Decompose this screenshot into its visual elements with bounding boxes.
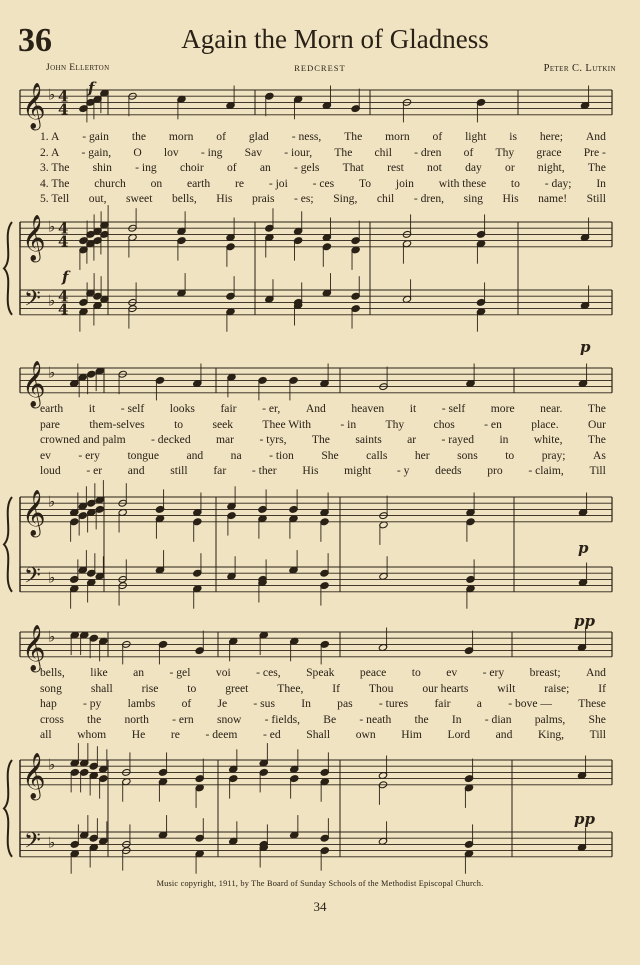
lyric-syllable: na: [230, 448, 242, 462]
lyric-syllable: of: [463, 145, 474, 159]
lyric-syllable: seek: [212, 417, 234, 431]
lyric-syllable: on: [150, 176, 163, 190]
lyric-syllable: 4. The: [40, 176, 70, 190]
lyric-syllable: To: [359, 176, 372, 190]
lyric-syllable: more: [490, 402, 515, 415]
grand-staff-brace: [4, 497, 12, 592]
copyright-notice: Music copyright, 1911, by The Board of Sunday Schools of the Methodist Episcopal Church.: [156, 879, 484, 888]
lyric-syllable: mar: [216, 433, 235, 447]
lyric-syllable: an: [259, 161, 271, 175]
lyric-syllable: re: [170, 728, 180, 742]
lyric-syllable: join: [395, 176, 414, 190]
lyric-syllable: all: [40, 728, 52, 742]
hymn-title: Again the Morn of Gladness: [181, 24, 489, 54]
lyric-syllable: - ern: [172, 712, 194, 726]
lyric-syllable: rise: [141, 681, 159, 695]
lyric-syllable: Pre -: [583, 145, 606, 159]
lyric-syllable: Thy: [385, 417, 405, 431]
treble-clef: 𝄞: [22, 752, 46, 799]
lyric-syllable: - gel: [169, 666, 191, 679]
lyric-syllable: 1. A: [40, 130, 60, 143]
lyric-syllable: - self: [441, 402, 466, 415]
lyric-syllable: prais: [251, 192, 275, 206]
lyric-syllable: crowned and palm: [40, 433, 126, 447]
bass-clef: 𝄢: [24, 286, 41, 317]
lyric-syllable: lambs: [127, 697, 156, 711]
lyric-syllable: morn: [385, 130, 410, 143]
lyric-syllable: whom: [77, 728, 107, 742]
verse-line: [40, 464, 606, 477]
lyric-syllable: 3. The: [40, 161, 70, 175]
lyric-syllable: - gain: [82, 130, 109, 143]
lyric-syllable: is: [509, 130, 517, 143]
lyric-syllable: chil: [376, 192, 395, 206]
lyric-syllable: And: [585, 130, 606, 143]
verse-line: [40, 449, 606, 462]
lyric-syllable: - y: [396, 464, 410, 478]
lyric-syllable: - gels: [294, 161, 320, 175]
lyric-syllable: - day;: [544, 176, 572, 190]
lyric-syllable: morn: [168, 130, 194, 143]
lyric-syllable: Lord: [447, 728, 471, 742]
key-signature-flat: ♭: [48, 363, 56, 382]
lyric-syllable: cross: [40, 712, 64, 726]
lyric-syllable: of: [181, 697, 192, 711]
lyric-syllable: night,: [537, 161, 565, 175]
lyric-syllable: If: [598, 681, 606, 695]
verse-line: [40, 130, 606, 143]
lyric-syllable: still: [170, 464, 188, 478]
lyric-syllable: saints: [355, 433, 382, 447]
lyric-syllable: She: [588, 712, 606, 726]
lyric-syllable: King,: [537, 728, 565, 742]
lyric-syllable: north: [124, 712, 149, 726]
lyric-syllable: In: [301, 697, 311, 711]
lyric-syllable: fair: [434, 697, 451, 711]
lyric-syllable: greet: [225, 681, 249, 695]
lyric-syllable: the: [414, 712, 429, 726]
lyric-syllable: Shall: [306, 728, 331, 742]
lyric-syllable: shin: [92, 161, 112, 175]
lyric-syllable: far: [213, 464, 227, 478]
lyric-syllable: of: [216, 130, 226, 143]
lyric-syllable: out,: [88, 192, 107, 206]
lyric-syllable: and: [495, 728, 513, 742]
key-signature-flat: ♭: [48, 291, 56, 310]
lyric-syllable: - dian: [484, 712, 512, 726]
lyric-syllable: not: [427, 161, 442, 175]
lyric-syllable: to: [187, 681, 197, 695]
verse-line: [40, 697, 606, 710]
page-number: 34: [313, 899, 327, 914]
verse-line: [40, 161, 606, 174]
lyric-syllable: or: [505, 161, 515, 175]
lyric-syllable: ar: [407, 433, 417, 447]
lyric-syllable: His: [302, 464, 319, 478]
lyric-syllable: - ther: [251, 464, 277, 478]
lyric-syllable: - ness,: [291, 130, 322, 143]
lyric-syllable: re: [234, 176, 244, 190]
dynamic-marking: p: [580, 338, 591, 356]
lyric-syllable: He: [131, 728, 146, 742]
lyric-syllable: church: [94, 176, 126, 190]
lyric-syllable: - tures: [378, 697, 409, 711]
key-signature-flat: ♭: [48, 833, 56, 852]
lyric-syllable: Je: [217, 697, 228, 711]
lyric-syllable: - joi: [268, 176, 288, 190]
lyric-syllable: If: [332, 681, 341, 695]
lyric-syllable: to: [411, 666, 421, 679]
lyric-syllable: heaven: [351, 402, 385, 415]
verse-line: [40, 728, 606, 741]
lyric-syllable: pare: [40, 417, 60, 431]
treble-clef: 𝄞: [22, 624, 46, 671]
lyric-syllable: - ed: [262, 728, 281, 742]
lyric-syllable: - tyrs,: [259, 433, 287, 447]
lyric-syllable: day: [465, 161, 482, 175]
verse-line: [40, 682, 606, 695]
bass-clef: 𝄢: [24, 828, 41, 859]
verse-line: [40, 192, 606, 205]
lyric-syllable: a: [476, 697, 482, 711]
lyric-syllable: sweet: [126, 192, 153, 206]
lyric-syllable: tongue: [127, 448, 159, 462]
lyric-syllable: That: [342, 161, 364, 175]
lyric-syllable: - ery: [482, 666, 505, 679]
lyric-syllable: And: [305, 402, 326, 415]
lyric-syllable: These: [578, 697, 606, 711]
lyric-syllable: it: [88, 402, 96, 415]
key-signature-flat: ♭: [48, 492, 56, 511]
time-signature-bottom: 4: [58, 300, 69, 319]
time-signature-top: 4: [58, 87, 69, 106]
lyric-syllable: ev: [446, 666, 458, 679]
treble-clef: 𝄞: [22, 214, 46, 261]
lyric-syllable: - deem: [205, 728, 238, 742]
treble-clef: 𝄞: [22, 82, 46, 129]
verse-line: [40, 418, 606, 431]
lyric-syllable: Thy: [495, 145, 515, 159]
lyric-syllable: here;: [539, 130, 564, 143]
lyric-syllable: looks: [169, 402, 195, 415]
lyric-syllable: In: [596, 176, 606, 190]
lyric-syllable: - bove —: [508, 697, 552, 711]
lyric-syllable: Him: [401, 728, 422, 742]
lyric-syllable: the: [131, 130, 147, 143]
lyric-syllable: earth: [40, 402, 64, 415]
lyric-syllable: In: [451, 712, 462, 726]
lyric-syllable: Be: [323, 712, 337, 726]
key-signature-flat: ♭: [48, 755, 56, 774]
lyric-syllable: - ing: [200, 145, 223, 159]
time-signature-bottom: 4: [58, 232, 69, 251]
lyric-syllable: O: [133, 145, 142, 159]
lyric-syllable: And: [586, 666, 606, 679]
lyric-syllable: - in: [340, 417, 357, 431]
composer-credit: Peter C. Lutkin: [543, 63, 616, 74]
lyric-syllable: calls: [366, 448, 388, 462]
lyric-syllable: snow: [216, 712, 242, 726]
lyric-syllable: Our: [587, 417, 606, 431]
lyric-syllable: 5. Tell: [40, 192, 70, 206]
tune-name: REDCREST: [294, 63, 346, 73]
key-signature-flat: ♭: [48, 627, 56, 646]
lyric-syllable: The: [334, 145, 353, 159]
lyric-syllable: palms,: [534, 712, 566, 726]
lyric-syllable: ev: [40, 448, 51, 462]
lyric-syllable: - decked: [151, 433, 191, 447]
dynamic-marking: pp: [574, 810, 595, 828]
lyric-syllable: - gain,: [81, 145, 112, 159]
verse-line: [40, 433, 606, 446]
lyric-syllable: - tion: [269, 448, 294, 462]
lyric-syllable: and: [127, 464, 145, 478]
time-signature-top: 4: [58, 287, 69, 306]
lyric-syllable: - er,: [262, 402, 281, 415]
lyric-syllable: The: [344, 130, 363, 143]
lyric-syllable: - self: [120, 402, 145, 415]
lyric-syllable: white,: [533, 433, 563, 447]
lyric-syllable: - ing: [135, 161, 157, 175]
dynamic-marking: f: [62, 268, 69, 286]
lyric-syllable: sing: [463, 192, 483, 206]
lyric-syllable: - neath: [359, 712, 392, 726]
lyric-syllable: - er: [86, 464, 103, 478]
lyric-syllable: to: [174, 417, 184, 431]
grand-staff-brace: [4, 760, 12, 857]
time-signature-bottom: 4: [58, 100, 69, 119]
lyric-syllable: - sus: [253, 697, 275, 711]
lyric-syllable: Till: [589, 728, 606, 742]
lyric-syllable: song: [40, 681, 62, 695]
lyric-syllable: - ery: [78, 448, 100, 462]
lyric-syllable: - iour,: [284, 145, 313, 159]
lyric-syllable: The: [587, 433, 606, 447]
lyric-syllable: 2. A: [40, 145, 60, 159]
lyric-syllable: The: [587, 402, 606, 415]
lyric-syllable: her: [414, 448, 430, 462]
lyric-syllable: near.: [540, 402, 563, 415]
lyric-syllable: - es;: [294, 192, 314, 206]
lyric-syllable: loud: [40, 464, 61, 478]
lyric-syllable: like: [90, 666, 108, 679]
lyric-syllable: to: [505, 448, 515, 462]
verse-line: [40, 402, 606, 415]
lyric-syllable: Sing,: [333, 192, 358, 206]
lyric-syllable: of: [226, 161, 237, 175]
key-signature-flat: ♭: [48, 217, 56, 236]
lyric-syllable: - ces: [312, 176, 335, 190]
lyric-syllable: light: [465, 130, 487, 143]
bass-clef: 𝄢: [24, 563, 41, 594]
lyric-syllable: - py: [83, 697, 102, 711]
lyric-syllable: pas: [337, 697, 353, 711]
lyric-syllable: earth: [187, 176, 211, 190]
lyric-syllable: chil: [374, 145, 392, 159]
lyric-syllable: Thou: [368, 681, 394, 695]
key-signature-flat: ♭: [48, 568, 56, 587]
treble-clef: 𝄞: [22, 360, 46, 407]
dynamic-marking: f: [88, 79, 95, 97]
lyric-syllable: our hearts: [422, 681, 469, 695]
lyric-syllable: - fields,: [264, 712, 301, 726]
lyric-syllable: place.: [531, 417, 559, 431]
verse-line: [40, 177, 606, 190]
lyric-syllable: - dren: [414, 145, 442, 159]
lyric-syllable: voi: [215, 666, 231, 679]
lyric-syllable: sons: [457, 448, 478, 462]
lyric-syllable: hap: [40, 697, 57, 711]
lyric-syllable: Thee,: [277, 681, 304, 695]
lyric-syllable: with these: [438, 176, 487, 190]
lyric-syllable: an: [133, 666, 145, 679]
lyric-syllable: Thee With: [262, 417, 311, 431]
lyric-syllable: glad: [248, 130, 269, 143]
lyric-syllable: Till: [589, 464, 606, 478]
lyric-syllable: fair: [220, 402, 237, 415]
author-credit: John Ellerton: [46, 63, 110, 73]
lyric-syllable: peace: [359, 666, 387, 679]
lyric-syllable: pray;: [541, 448, 566, 462]
lyric-syllable: grace: [536, 145, 562, 159]
lyric-syllable: name!: [538, 192, 568, 206]
lyric-syllable: Still: [586, 192, 606, 206]
lyric-syllable: - en: [484, 417, 502, 431]
lyric-syllable: Sav: [244, 145, 263, 159]
lyric-syllable: might: [344, 464, 372, 478]
lyric-syllable: chos: [433, 417, 455, 431]
lyric-syllable: rest: [387, 161, 404, 175]
lyric-syllable: Speak: [306, 666, 335, 679]
lyric-syllable: She: [321, 448, 339, 462]
lyric-syllable: shall: [90, 681, 113, 695]
lyric-syllable: own: [355, 728, 376, 742]
lyric-syllable: The: [311, 433, 330, 447]
lyric-syllable: The: [587, 161, 606, 175]
verse-line: [40, 146, 606, 159]
lyric-syllable: His: [216, 192, 233, 206]
lyric-syllable: choir: [179, 161, 204, 175]
lyric-syllable: bells,: [171, 192, 197, 206]
lyric-syllable: - claim,: [528, 464, 564, 478]
dynamic-marking: pp: [574, 612, 595, 630]
lyric-syllable: deeds: [435, 464, 462, 478]
lyric-syllable: in: [499, 433, 509, 447]
lyric-syllable: - dren,: [413, 192, 445, 206]
lyric-syllable: lov: [163, 145, 179, 159]
treble-clef: 𝄞: [22, 489, 46, 536]
lyric-syllable: of: [432, 130, 443, 143]
key-signature-flat: ♭: [48, 85, 56, 104]
lyric-syllable: it: [409, 402, 417, 415]
verse-line: [40, 666, 606, 679]
lyric-syllable: - ces,: [256, 666, 281, 679]
time-signature-top: 4: [58, 219, 69, 238]
grand-staff-brace: [4, 222, 12, 315]
lyric-syllable: pro: [487, 464, 503, 478]
lyric-syllable: - rayed: [441, 433, 475, 447]
lyric-syllable: and: [186, 448, 204, 462]
lyric-syllable: the: [87, 712, 102, 726]
verse-line: [40, 713, 606, 726]
lyric-syllable: raise;: [544, 681, 570, 695]
lyric-syllable: As: [592, 448, 606, 462]
lyric-syllable: wilt: [497, 681, 516, 695]
lyric-syllable: His: [502, 192, 519, 206]
lyric-syllable: bells,: [40, 666, 65, 679]
lyric-syllable: them-selves: [89, 417, 145, 431]
dynamic-marking: p: [578, 539, 589, 557]
lyric-syllable: breast;: [529, 666, 561, 679]
lyric-syllable: to: [510, 176, 520, 190]
hymn-number: 36: [18, 22, 52, 59]
